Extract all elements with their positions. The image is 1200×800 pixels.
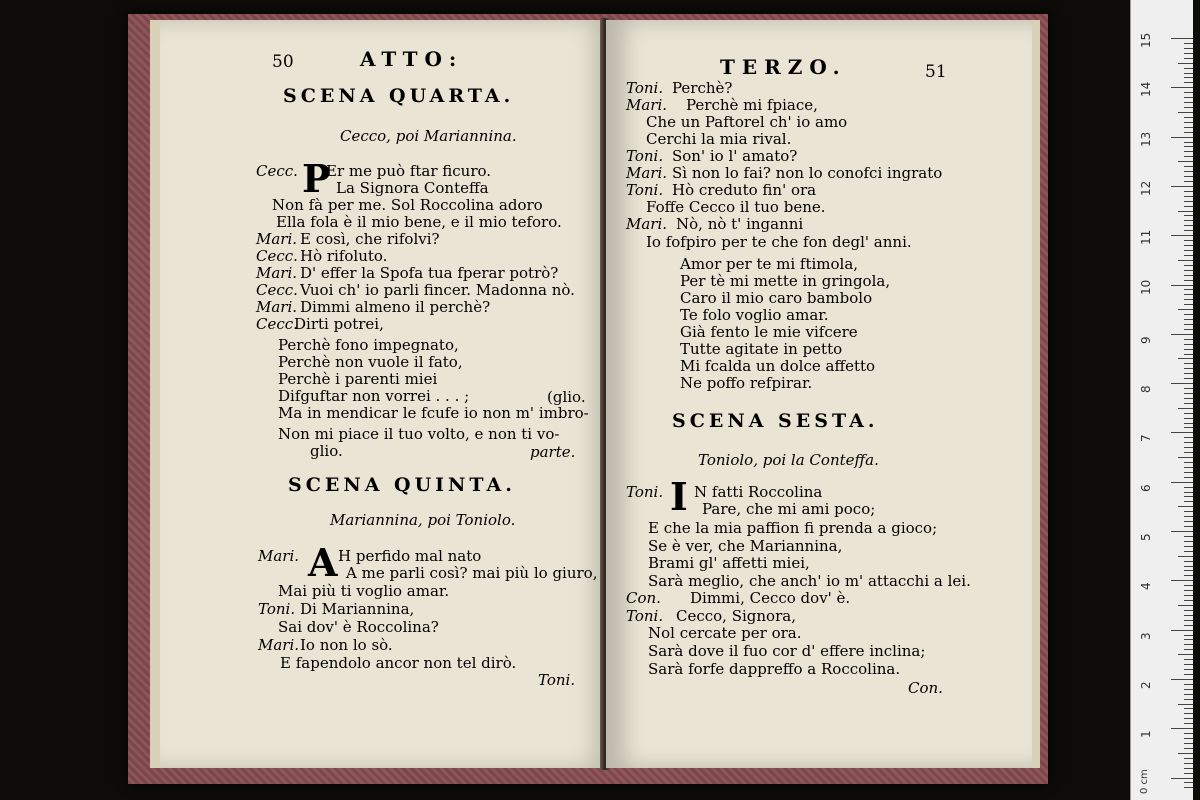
ruler-tick xyxy=(1184,324,1193,325)
ruler-tick xyxy=(1184,92,1193,93)
ruler-tick xyxy=(1184,659,1193,660)
ruler-tick xyxy=(1184,644,1193,645)
ruler-tick xyxy=(1184,275,1193,276)
ruler-tick xyxy=(1178,112,1193,113)
ruler-tick xyxy=(1184,77,1193,78)
ruler-tick xyxy=(1184,280,1193,281)
ruler-tick xyxy=(1184,329,1193,330)
verse-line: Mi fcalda un dolce affetto xyxy=(680,357,876,375)
ruler-tick xyxy=(1184,196,1193,197)
speaker-label: Mari. xyxy=(258,547,300,565)
speaker-label: Mari. xyxy=(626,215,668,233)
right-page-number: 51 xyxy=(925,62,947,82)
ruler-number: 10 xyxy=(1139,279,1153,295)
speaker-label: Mari. xyxy=(256,230,298,248)
ruler-tick xyxy=(1171,383,1193,384)
verse-line: Mai più ti voglio amar. xyxy=(278,582,450,600)
ruler-tick xyxy=(1184,289,1193,290)
ruler-tick xyxy=(1184,467,1193,468)
ruler-tick xyxy=(1184,590,1193,591)
verse-line: Pare, che mi ami poco; xyxy=(702,500,876,518)
ruler-tick xyxy=(1184,339,1193,340)
speaker-label: Cecc. xyxy=(256,162,298,180)
verse-line: Di Mariannina, xyxy=(300,600,415,618)
scene-sesta-subtitle: Toniolo, poi la Conteffa. xyxy=(698,451,879,469)
ruler-tick xyxy=(1184,270,1193,271)
ruler-tick xyxy=(1184,344,1193,345)
verse-line: Che un Paftorel ch' io amo xyxy=(646,113,848,131)
ruler-tick xyxy=(1184,748,1193,749)
ruler-tick xyxy=(1184,206,1193,207)
ruler-tick xyxy=(1171,87,1193,88)
ruler-tick xyxy=(1184,585,1193,586)
verse-line: Brami gl' affetti miei, xyxy=(648,554,810,572)
ruler-tick xyxy=(1184,496,1193,497)
verse-line: Ella fola è il mio bene, e il mio teforo. xyxy=(276,213,562,231)
scene-quinta-title: SCENA QUINTA. xyxy=(288,474,516,496)
ruler-tick xyxy=(1171,531,1193,532)
ruler-tick xyxy=(1171,334,1193,335)
ruler-tick xyxy=(1184,181,1193,182)
ruler-tick xyxy=(1184,773,1193,774)
ruler-tick xyxy=(1171,38,1193,39)
verse-line: Sarà dove il fuo cor d' effere inclina; xyxy=(648,642,926,660)
verse-line: Vuoi ch' io parli fincer. Madonna nò. xyxy=(300,281,575,299)
ruler-tick xyxy=(1184,363,1193,364)
ruler-tick xyxy=(1184,516,1193,517)
ruler-number: 3 xyxy=(1139,631,1153,640)
ruler-tick xyxy=(1171,432,1193,433)
exit-note: parte. xyxy=(530,443,576,461)
speaker-label: Con. xyxy=(626,589,661,607)
verse-line: Nol cercate per ora. xyxy=(648,624,802,642)
ruler-tick xyxy=(1184,201,1193,202)
ruler-tick xyxy=(1178,704,1193,705)
ruler-tick xyxy=(1184,487,1193,488)
ruler-tick xyxy=(1184,649,1193,650)
ruler-tick xyxy=(1184,413,1193,414)
ruler-number: 12 xyxy=(1139,180,1153,196)
verse-line: Foffe Cecco il tuo bene. xyxy=(646,198,826,216)
ruler-tick xyxy=(1184,378,1193,379)
ruler-tick xyxy=(1184,354,1193,355)
ruler-tick xyxy=(1184,566,1193,567)
ruler-tick xyxy=(1184,758,1193,759)
speaker-label: Mari. xyxy=(256,298,298,316)
ruler-tick xyxy=(1184,492,1193,493)
verse-line: E che la mia paffion fi prenda a gioco; xyxy=(648,519,938,537)
ruler-tick xyxy=(1184,156,1193,157)
ruler-tick xyxy=(1184,689,1193,690)
ruler-tick xyxy=(1184,368,1193,369)
ruler-tick xyxy=(1184,240,1193,241)
verse-line: N fatti Roccolina xyxy=(694,483,823,501)
ruler-tick xyxy=(1184,718,1193,719)
drop-cap-i: I xyxy=(670,474,688,519)
verse-line: Sarà forfe dappreffo a Roccolina. xyxy=(648,660,901,678)
ruler-tick xyxy=(1184,551,1193,552)
ruler-number: 11 xyxy=(1139,229,1153,246)
ruler-tick xyxy=(1184,570,1193,571)
ruler-tick xyxy=(1184,107,1193,108)
ruler-tick xyxy=(1184,738,1193,739)
verse-line: Amor per te mi ftimola, xyxy=(680,255,859,273)
ruler-number: 14 xyxy=(1139,82,1153,98)
verse-line: Perchè non vuole il fato, xyxy=(278,353,463,371)
ruler-tick xyxy=(1184,625,1193,626)
ruler-tick xyxy=(1184,620,1193,621)
verse-line: Se è ver, che Mariannina, xyxy=(648,537,843,555)
verse-line: Caro il mio caro bambolo xyxy=(680,289,873,307)
ruler-tick xyxy=(1184,43,1193,44)
verse-line: Perchè? xyxy=(672,79,733,97)
drop-cap-p: P xyxy=(302,156,331,201)
verse-line: Perchè i parenti miei xyxy=(278,370,438,388)
verse-line: Perchè fono impegnato, xyxy=(278,336,459,354)
ruler-tick xyxy=(1184,442,1193,443)
ruler-number: 6 xyxy=(1139,484,1153,492)
ruler-tick xyxy=(1178,63,1193,64)
verse-line: Dirti potrei, xyxy=(294,315,384,333)
measuring-ruler xyxy=(1130,0,1193,800)
ruler-number: 15 xyxy=(1139,32,1153,48)
ruler-tick xyxy=(1184,787,1193,788)
ruler-tick xyxy=(1184,635,1193,636)
ruler-tick xyxy=(1184,674,1193,675)
ruler-tick xyxy=(1184,146,1193,147)
verse-line: H perfido mal nato xyxy=(338,547,482,565)
speaker-label: Toni. xyxy=(258,600,296,618)
drop-cap-a: A xyxy=(308,540,338,585)
speaker-label: Mari. xyxy=(626,164,668,182)
ruler-tick xyxy=(1184,151,1193,152)
ruler-tick xyxy=(1184,452,1193,453)
ruler-tick xyxy=(1184,230,1193,231)
ruler-tick xyxy=(1184,127,1193,128)
ruler-tick xyxy=(1184,708,1193,709)
ruler-tick xyxy=(1184,299,1193,300)
ruler-tick xyxy=(1171,580,1193,581)
ruler-tick xyxy=(1178,309,1193,310)
scene-quarta-title: SCENA QUARTA. xyxy=(283,85,515,107)
ruler-tick xyxy=(1184,694,1193,695)
ruler-tick xyxy=(1178,556,1193,557)
ruler-tick xyxy=(1184,447,1193,448)
verse-line: Tutte agitate in petto xyxy=(680,340,843,358)
verse-line: Dimmi almeno il perchè? xyxy=(300,298,491,316)
ruler-tick xyxy=(1184,423,1193,424)
ruler-number: 9 xyxy=(1139,336,1153,344)
turnover-word: (glio. xyxy=(547,388,586,406)
verse-line: Io fofpiro per te che fon degl' anni. xyxy=(646,233,912,251)
verse-line: glio. xyxy=(310,442,343,460)
ruler-tick xyxy=(1184,245,1193,246)
ruler-tick xyxy=(1184,82,1193,83)
ruler-tick xyxy=(1184,304,1193,305)
ruler-tick xyxy=(1184,349,1193,350)
ruler-tick xyxy=(1184,58,1193,59)
ruler-tick xyxy=(1184,191,1193,192)
ruler-tick xyxy=(1171,728,1193,729)
ruler-tick xyxy=(1171,778,1193,779)
ruler-tick xyxy=(1184,117,1193,118)
ruler-tick xyxy=(1184,511,1193,512)
ruler-tick xyxy=(1184,664,1193,665)
ruler-tick xyxy=(1184,501,1193,502)
ruler-tick xyxy=(1184,215,1193,216)
ruler-tick xyxy=(1171,235,1193,236)
ruler-tick xyxy=(1171,679,1193,680)
ruler-number: 2 xyxy=(1139,681,1153,689)
ruler-tick xyxy=(1184,462,1193,463)
ruler-tick xyxy=(1171,186,1193,187)
ruler-tick xyxy=(1178,408,1193,409)
verse-line: Sarà meglio, che anch' io m' attacchi a lei. xyxy=(648,572,971,590)
verse-line: E così, che rifolvi? xyxy=(300,230,440,248)
ruler-tick xyxy=(1184,541,1193,542)
ruler-tick xyxy=(1184,575,1193,576)
ruler-tick xyxy=(1184,176,1193,177)
ruler-tick xyxy=(1178,260,1193,261)
ruler-tick xyxy=(1184,768,1193,769)
speaker-label: Cecc. xyxy=(256,315,298,333)
ruler-tick xyxy=(1171,482,1193,483)
ruler-unit-label: 0 cm xyxy=(1139,769,1150,794)
ruler-number: 8 xyxy=(1139,385,1153,394)
ruler-number: 4 xyxy=(1139,582,1153,591)
speaker-label: Toni. xyxy=(626,181,664,199)
ruler-tick xyxy=(1184,427,1193,428)
speaker-label: Cecc. xyxy=(256,247,298,265)
ruler-tick xyxy=(1184,250,1193,251)
ruler-tick xyxy=(1171,630,1193,631)
verse-line: Er me può ftar ficuro. xyxy=(326,162,492,180)
verse-line: Io non lo sò. xyxy=(300,636,393,654)
ruler-tick xyxy=(1184,142,1193,143)
ruler-tick xyxy=(1184,102,1193,103)
ruler-tick xyxy=(1171,285,1193,286)
ruler-tick xyxy=(1184,477,1193,478)
ruler-tick xyxy=(1178,457,1193,458)
ruler-tick xyxy=(1184,48,1193,49)
verse-line: D' effer la Spofa tua fperar potrò? xyxy=(300,264,559,282)
ruler-tick xyxy=(1184,595,1193,596)
ruler-tick xyxy=(1184,53,1193,54)
ruler-tick xyxy=(1184,536,1193,537)
speaker-label: Toni. xyxy=(626,483,664,501)
right-running-head: TERZO. xyxy=(720,55,847,79)
ruler-tick xyxy=(1184,97,1193,98)
ruler-tick xyxy=(1178,753,1193,754)
ruler-tick xyxy=(1178,211,1193,212)
verse-line: Non fà per me. Sol Roccolina adoro xyxy=(272,196,543,214)
ruler-tick xyxy=(1184,561,1193,562)
ruler-tick xyxy=(1171,137,1193,138)
ruler-tick xyxy=(1184,615,1193,616)
ruler-number: 13 xyxy=(1139,131,1153,147)
speaker-label: Toni. xyxy=(626,147,664,165)
speaker-label: Toni. xyxy=(626,607,664,625)
scene-quinta-subtitle: Mariannina, poi Toniolo. xyxy=(330,511,516,529)
speaker-label: Toni. xyxy=(626,79,664,97)
ruler-tick xyxy=(1178,358,1193,359)
ruler-tick xyxy=(1184,132,1193,133)
ruler-tick xyxy=(1184,521,1193,522)
verse-line: E fapendolo ancor non tel dirò. xyxy=(280,654,517,672)
ruler-tick xyxy=(1184,782,1193,783)
ruler-tick xyxy=(1184,418,1193,419)
ruler-tick xyxy=(1184,319,1193,320)
ruler-tick xyxy=(1178,654,1193,655)
ruler-tick xyxy=(1184,723,1193,724)
ruler-tick xyxy=(1184,294,1193,295)
verse-line: Non mi piace il tuo volto, e non ti vo- xyxy=(278,425,560,443)
ruler-tick xyxy=(1184,255,1193,256)
ruler-tick xyxy=(1184,610,1193,611)
ruler-tick xyxy=(1184,314,1193,315)
ruler-tick xyxy=(1184,526,1193,527)
ruler-tick xyxy=(1184,68,1193,69)
ruler-tick xyxy=(1184,713,1193,714)
verse-line: Ne poffo refpirar. xyxy=(680,374,813,392)
speaker-label: Mari. xyxy=(626,96,668,114)
verse-line: Perchè mi fpiace, xyxy=(686,96,818,114)
ruler-tick xyxy=(1184,122,1193,123)
verse-line: Dimmi, Cecco dov' è. xyxy=(690,589,851,607)
verse-line: Sì non lo fai? non lo conofci ingrato xyxy=(672,164,943,182)
scene-quarta-subtitle: Cecco, poi Mariannina. xyxy=(340,127,517,145)
ruler-tick xyxy=(1184,546,1193,547)
verse-line: Per tè mi mette in gringola, xyxy=(680,272,891,290)
ruler-tick xyxy=(1184,403,1193,404)
ruler-tick xyxy=(1184,393,1193,394)
verse-line: La Signora Conteffa xyxy=(336,179,489,197)
ruler-tick xyxy=(1184,373,1193,374)
verse-line: Cerchi la mia rival. xyxy=(646,130,792,148)
ruler-tick xyxy=(1184,437,1193,438)
verse-line: Hò creduto fin' ora xyxy=(672,181,817,199)
verse-line: Son' io l' amato? xyxy=(672,147,798,165)
verse-line: Ma in mendicar le fcufe io non m' imbro- xyxy=(278,404,589,422)
verse-line: Già fento le mie vifcere xyxy=(680,323,858,341)
ruler-number: 7 xyxy=(1139,434,1153,443)
speaker-label: Mari. xyxy=(258,636,300,654)
verse-line: Sai dov' è Roccolina? xyxy=(278,618,439,636)
left-page-number: 50 xyxy=(272,52,294,72)
ruler-tick xyxy=(1184,763,1193,764)
ruler-tick xyxy=(1184,73,1193,74)
ruler-tick xyxy=(1184,166,1193,167)
left-running-head: ATTO: xyxy=(360,47,464,71)
right-catchword: Con. xyxy=(908,679,943,697)
ruler-tick xyxy=(1178,605,1193,606)
left-catchword: Toni. xyxy=(538,671,576,689)
ruler-tick xyxy=(1184,699,1193,700)
verse-line: Nò, nò t' inganni xyxy=(676,215,804,233)
scene-sesta-title: SCENA SESTA. xyxy=(672,410,879,432)
ruler-tick xyxy=(1184,265,1193,266)
speaker-label: Mari. xyxy=(256,264,298,282)
ruler-tick xyxy=(1184,684,1193,685)
ruler-tick xyxy=(1184,743,1193,744)
verse-line: Hò rifoluto. xyxy=(300,247,388,265)
verse-line: Difguftar non vorrei . . . ; xyxy=(278,387,470,405)
ruler-tick xyxy=(1178,161,1193,162)
ruler-tick xyxy=(1184,398,1193,399)
ruler-tick xyxy=(1184,225,1193,226)
ruler-number: 5 xyxy=(1139,533,1153,541)
verse-line: A me parli così? mai più lo giuro, xyxy=(346,564,598,582)
ruler-tick xyxy=(1184,669,1193,670)
ruler-tick xyxy=(1184,472,1193,473)
ruler-tick xyxy=(1184,600,1193,601)
verse-line: Cecco, Signora, xyxy=(676,607,796,625)
verse-line: Te folo voglio amar. xyxy=(680,306,829,324)
ruler-tick xyxy=(1184,388,1193,389)
speaker-label: Cecc. xyxy=(256,281,298,299)
ruler-number: 1 xyxy=(1139,730,1153,739)
ruler-tick xyxy=(1184,220,1193,221)
ruler-tick xyxy=(1184,639,1193,640)
ruler-tick xyxy=(1184,171,1193,172)
ruler-tick xyxy=(1178,506,1193,507)
ruler-tick xyxy=(1184,733,1193,734)
